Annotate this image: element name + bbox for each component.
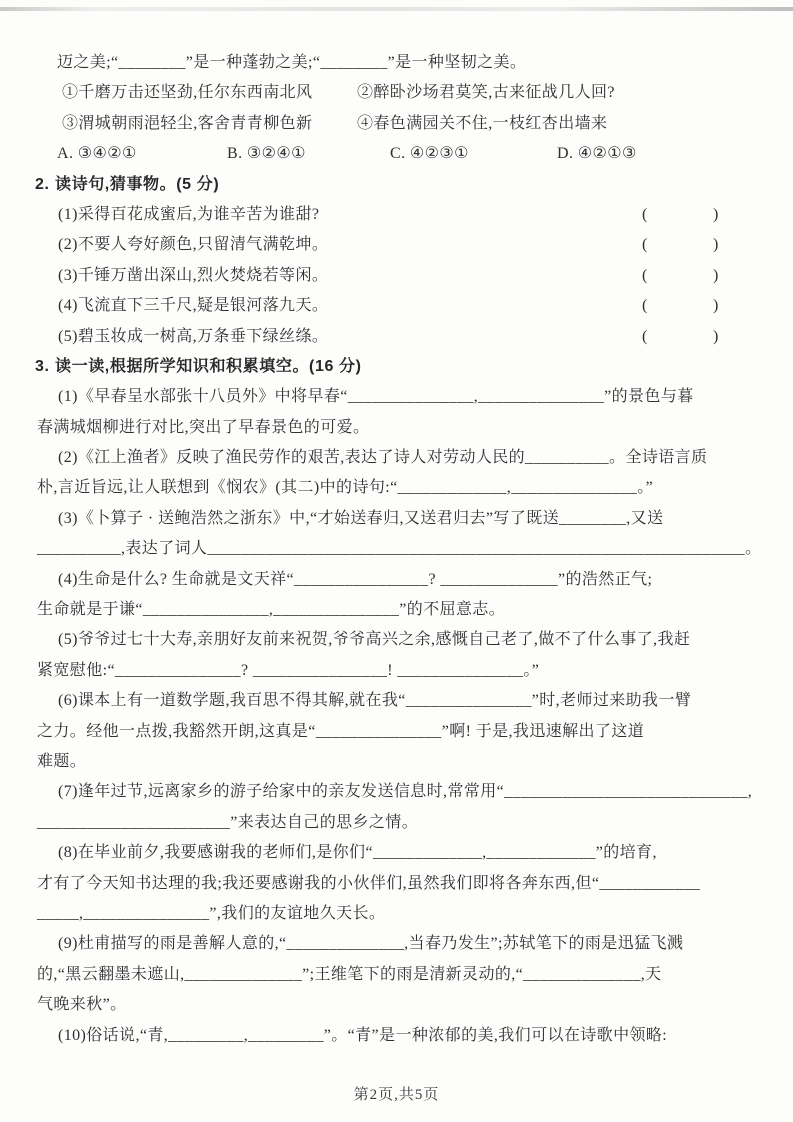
text-run: 春满城烟柳进行对比,突出了早春景色的可爱。	[37, 418, 370, 436]
text-run: (4)飞流直下三千尺,疑是银河落九天。	[58, 297, 329, 315]
question3-item-6-line3	[35, 747, 775, 777]
answer-paren-open: (	[642, 236, 648, 254]
text-run: 朴,言近旨远,让人联想到《悯农》(其二)中的诗句:“_____________,_______________。”	[37, 479, 654, 497]
question2-item-3	[35, 261, 775, 291]
option-b: B. ③②④①	[227, 145, 306, 163]
answer-paren-close: )	[713, 205, 719, 223]
question3-item-1-line2	[35, 413, 775, 443]
text-run: (5)爷爷过七十大寿,亲朋好友前来祝贺,爷爷高兴之余,感慨自己老了,做不了什么事了,我赶	[58, 631, 691, 649]
question-title: 读一读,根据所学知识和积累填空。(16 分)	[55, 357, 362, 375]
answer-paren-open: (	[642, 266, 648, 284]
answer-paren-close: )	[713, 236, 719, 254]
option-d: D. ④②①③	[557, 145, 637, 163]
text-run: 生命就是于谦“_______________,_______________”的不屈意志。	[37, 601, 506, 619]
text-run: (2)不要人夸好颜色,只留清气满乾坤。	[58, 236, 329, 254]
text-run: (1)《早春呈水部张十八员外》中将早春“_______________,_______________”的景色与暮	[58, 388, 694, 406]
question3-item-4-line2	[35, 595, 775, 625]
text-run: (7)逢年过节,远离家乡的游子给家中的亲友发送信息时,常常用“_____________________________,	[58, 783, 753, 801]
text-run: 气晚来秋”。	[37, 996, 127, 1014]
text-run: (10)俗话说,“青,_________,_________”。“青”是一种浓郁的美,我们可以在诗歌中领略:	[58, 1026, 668, 1044]
text-run: 紧宽慰他:“_______________? ________________! _______________。”	[37, 661, 540, 679]
sentence-3: ③渭城朝雨浥轻尘,客舍青青柳色新	[62, 114, 313, 132]
question3-item-2-line1	[35, 443, 775, 473]
answer-paren-close: )	[713, 297, 719, 315]
answer-paren-open: (	[642, 205, 648, 223]
page-footer: 第2页,共5页	[353, 1087, 440, 1103]
sentence-1: ①千磨万击还坚劲,任尔东西南北风	[62, 84, 313, 102]
sentence-4: ④春色满园关不住,一枝红杏出墙来	[357, 114, 608, 132]
question2-item-5	[35, 322, 775, 352]
question3-item-8-line1	[35, 838, 775, 868]
text-run: _______________________”来表达自己的思乡之情。	[37, 813, 419, 831]
question3-item-4-line1	[35, 565, 775, 595]
option-c: C. ④②③①	[390, 145, 469, 163]
question3-item-1-line1	[35, 382, 775, 412]
question3-item-7-line2	[35, 808, 775, 838]
question2-item-1	[35, 200, 775, 230]
question3-item-3-line1	[35, 504, 775, 534]
question3-item-9-line3	[35, 990, 775, 1020]
sentence-2: ②醉卧沙场君莫笑,古来征战几人回?	[357, 84, 615, 102]
question-title: 读诗句,猜事物。(5 分)	[55, 175, 220, 193]
question-number: 2.	[35, 175, 50, 193]
text-run: (3)千锤万凿出深山,烈火焚烧若等闲。	[58, 266, 329, 284]
text-run: __________,表达了词人________________________________________________________________。	[37, 540, 762, 558]
question2-item-4	[35, 291, 775, 321]
text-run: (5)碧玉妆成一树高,万条垂下绿丝绦。	[58, 327, 329, 345]
question1-answer-options	[35, 139, 775, 169]
text-run: 的,“黑云翻墨未遮山,______________”;王维笔下的雨是清新灵动的,“______________,天	[37, 965, 662, 983]
question3-item-2-line2	[35, 473, 775, 503]
text-run: (1)采得百花成蜜后,为谁辛苦为谁甜?	[58, 205, 320, 223]
question3-item-3-line2	[35, 534, 775, 564]
text-run: (3)《卜算子 · 送鲍浩然之浙东》中,“才始送春归,又送君归去”写了既送________,又送	[58, 509, 664, 527]
question1-continuation	[35, 48, 775, 78]
answer-paren-close: )	[713, 327, 719, 345]
text-run: 迈之美;“________”是一种蓬勃之美;“________”是一种坚韧之美。	[57, 54, 527, 71]
question1-sentence-row-1	[35, 78, 775, 108]
question3-item-6-line1	[35, 686, 775, 716]
answer-paren-open: (	[642, 327, 648, 345]
text-run: (6)课本上有一道数学题,我百思不得其解,就在我“_______________”时,老师过来助我一臂	[58, 692, 692, 710]
text-run: (4)生命是什么? 生命就是文天祥“________________? ______________”的浩然正气;	[58, 570, 653, 588]
document-body	[35, 48, 775, 1051]
text-run: (2)《江上渔者》反映了渔民劳作的艰苦,表达了诗人对劳动人民的__________。全诗语言质	[58, 449, 708, 467]
text-run: _____,_______________”,我们的友谊地久天长。	[37, 904, 386, 922]
question3-item-5-line1	[35, 625, 775, 655]
answer-paren-open: (	[642, 297, 648, 315]
question3-item-10-line1	[35, 1021, 775, 1051]
question3-item-6-line2	[35, 717, 775, 747]
text-run: (9)杜甫描写的雨是善解人意的,“______________,当春乃发生”;苏轼笔下的雨是迅猛飞溅	[58, 935, 684, 953]
question3-item-8-line2	[35, 869, 775, 899]
question3-item-8-line3	[35, 899, 775, 929]
question1-sentence-row-2	[35, 109, 775, 139]
question3-item-5-line2	[35, 656, 775, 686]
question-number: 3.	[35, 357, 50, 375]
text-run: 才有了今天知书达理的我;我还要感谢我的小伙伴们,虽然我们即将各奔东西,但“____________	[37, 874, 701, 892]
text-run: 难题。	[37, 752, 87, 770]
option-a: A. ③④②①	[57, 145, 137, 163]
question3-item-9-line2	[35, 960, 775, 990]
question2-item-2	[35, 230, 775, 260]
text-run: (8)在毕业前夕,我要感谢我的老师们,是你们“_____________,_____________”的培育,	[58, 844, 657, 862]
question3-header	[35, 352, 775, 382]
question3-item-9-line1	[35, 929, 775, 959]
answer-paren-close: )	[713, 266, 719, 284]
question2-header	[35, 170, 775, 200]
question3-item-7-line1	[35, 777, 775, 807]
scan-edge-artifact	[0, 7, 793, 11]
text-run: 之力。经他一点拨,我豁然开朗,这真是“_______________”啊! 于是,我迅速解出了这道	[37, 722, 645, 740]
